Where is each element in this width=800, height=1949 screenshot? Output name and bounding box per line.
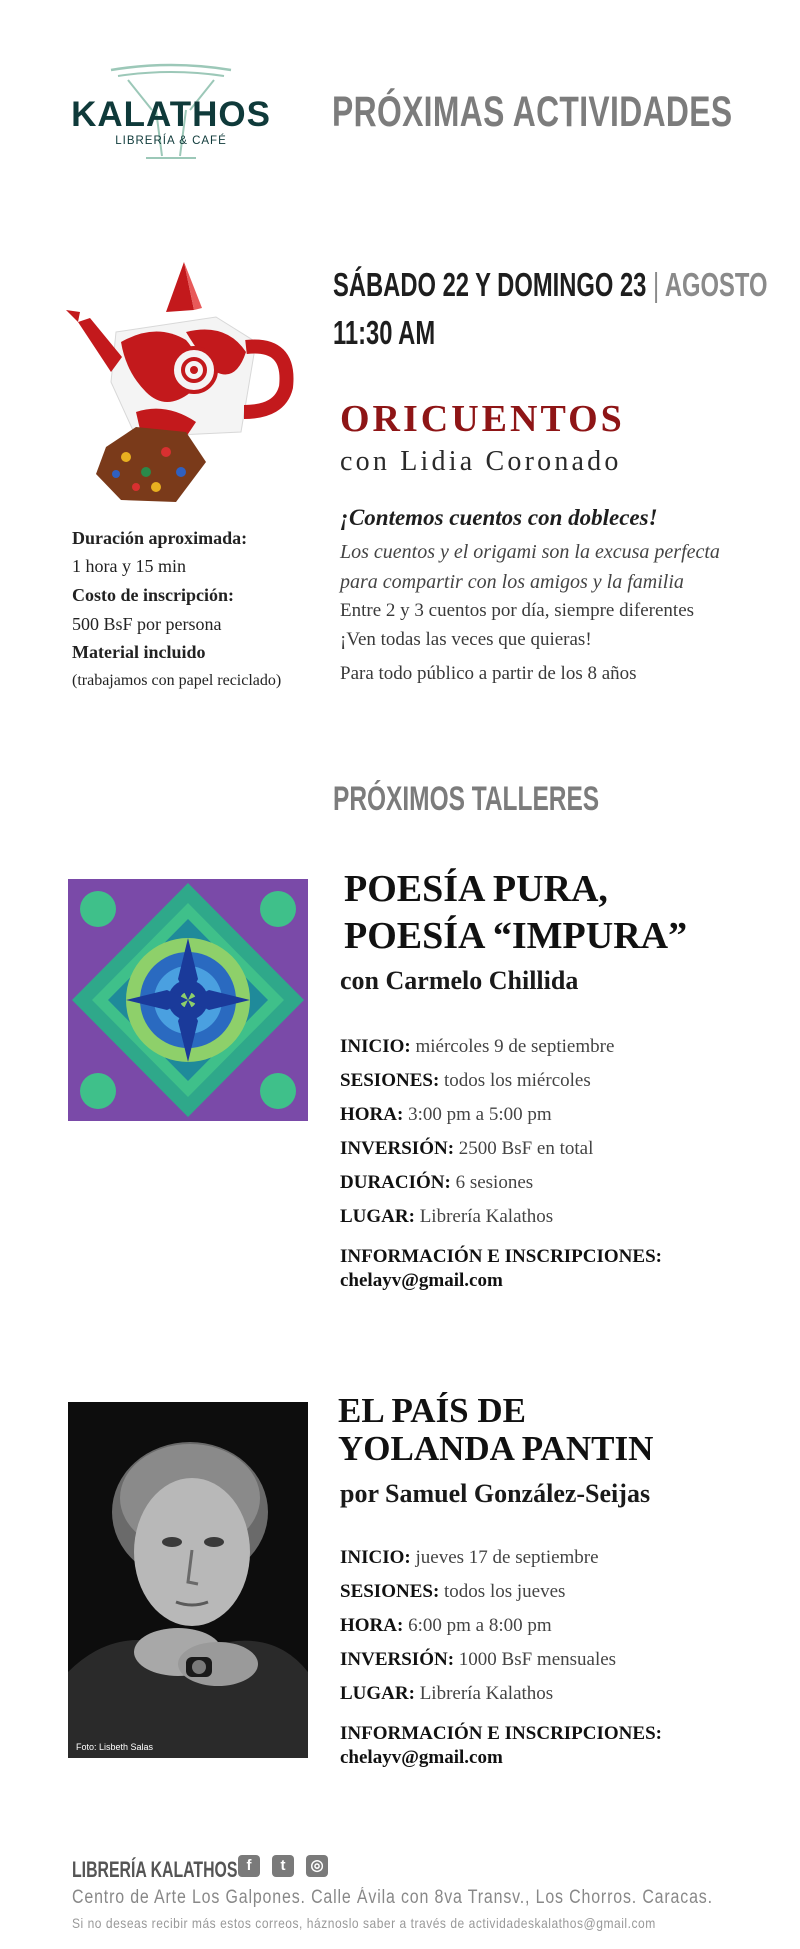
twitter-icon[interactable]: t	[272, 1855, 294, 1877]
detail-value: Librería Kalathos	[414, 1206, 554, 1227]
detail-key: DURACIÓN:	[340, 1172, 451, 1193]
detail-key: HORA:	[340, 1615, 404, 1636]
logo-brand-text: KALATHOS	[71, 95, 271, 134]
workshop-detail-row	[340, 1104, 552, 1126]
footer-address: Centro de Arte Los Galpones. Calle Ávila con 8va Transv., Los Chorros. Caracas.	[72, 1887, 713, 1908]
detail-value: jueves 17 de septiembre	[410, 1547, 599, 1568]
kalathos-logo[interactable]	[66, 62, 276, 166]
workshop-2-info-label: INFORMACIÓN E INSCRIPCIONES:	[340, 1723, 662, 1744]
instagram-icon[interactable]: ◎	[306, 1855, 328, 1877]
portrait-photo	[68, 1402, 308, 1758]
workshop-detail-row	[340, 1206, 553, 1228]
workshop-1-info-label: INFORMACIÓN E INSCRIPCIONES:	[340, 1246, 662, 1267]
detail-key: HORA:	[340, 1104, 404, 1125]
workshop-2-title	[338, 1392, 653, 1468]
cost-label: Costo de inscripción:	[72, 585, 234, 605]
mandala-image	[68, 879, 308, 1121]
logo-subtitle-text: LIBRERÍA & CAFÉ	[115, 135, 227, 147]
detail-key: LUGAR:	[340, 1206, 415, 1227]
event-date-main: SÁBADO 22 Y DOMINGO 23	[333, 266, 647, 303]
detail-key: INICIO:	[340, 1036, 411, 1057]
material-label: Material incluido	[72, 642, 206, 662]
workshop-2-title-line: YOLANDA PANTIN	[338, 1429, 654, 1468]
workshop-detail-row	[340, 1547, 599, 1569]
section-heading-talleres: PRÓXIMOS TALLERES	[333, 780, 600, 818]
material-note: (trabajamos con papel reciclado)	[72, 672, 282, 689]
facebook-icon[interactable]: f	[238, 1855, 260, 1877]
event-date-separator: |	[652, 266, 660, 303]
event-description-line: para compartir con los amigos y la familia	[340, 571, 684, 593]
workshop-2-host: por Samuel González-Seijas	[340, 1479, 651, 1508]
detail-key: INICIO:	[340, 1547, 411, 1568]
detail-key: SESIONES:	[340, 1070, 440, 1091]
workshop-2-email-link[interactable]: chelayv@gmail.com	[340, 1747, 503, 1768]
detail-value: 6 sesiones	[450, 1172, 534, 1193]
event-host: con Lidia Coronado	[340, 446, 622, 477]
event-time: 11:30 AM	[333, 314, 436, 351]
workshop-detail-row	[340, 1649, 616, 1671]
workshop-detail-row	[340, 1615, 552, 1637]
duration-value: 1 hora y 15 min	[72, 556, 186, 576]
page-title: PRÓXIMAS ACTIVIDADES	[332, 88, 733, 136]
detail-value: 3:00 pm a 5:00 pm	[403, 1104, 552, 1125]
origami-teapot-image	[66, 262, 306, 524]
detail-value: 1000 BsF mensuales	[454, 1649, 617, 1670]
workshop-detail-row	[340, 1036, 614, 1058]
event-detail-line: Para todo público a partir de los 8 años	[340, 663, 637, 684]
workshop-detail-row	[340, 1581, 565, 1603]
footer-unsubscribe[interactable]: Si no deseas recibir más estos correos, háznoslo saber a través de actividadeskalathos@gmail.com	[72, 1915, 656, 1931]
duration-label: Duración aproximada:	[72, 528, 248, 548]
detail-value: 2500 BsF en total	[454, 1138, 594, 1159]
detail-key: INVERSIÓN:	[340, 1138, 455, 1159]
detail-value: todos los miércoles	[439, 1070, 591, 1091]
workshop-1-title	[344, 866, 687, 960]
event-tagline: ¡Contemos cuentos con dobleces!	[340, 505, 658, 530]
event-detail-line: ¡Ven todas las veces que quieras!	[340, 629, 592, 650]
workshop-1-title-line: POESÍA “IMPURA”	[344, 915, 688, 957]
detail-value: 6:00 pm a 8:00 pm	[403, 1615, 552, 1636]
event-description-line: Los cuentos y el origami son la excusa perfecta	[340, 541, 720, 563]
detail-value: todos los jueves	[439, 1581, 566, 1602]
event-date	[333, 266, 767, 304]
event-title: ORICUENTOS	[340, 398, 625, 440]
detail-key: SESIONES:	[340, 1581, 440, 1602]
detail-value: miércoles 9 de septiembre	[410, 1036, 615, 1057]
workshop-1-title-line: POESÍA PURA,	[344, 868, 608, 910]
footer-brand: LIBRERÍA KALATHOS	[72, 1857, 238, 1882]
event-detail-line: Entre 2 y 3 cuentos por día, siempre diferentes	[340, 600, 695, 621]
workshop-detail-row	[340, 1138, 593, 1160]
workshop-1-host: con Carmelo Chillida	[340, 966, 579, 995]
workshop-detail-row	[340, 1683, 553, 1705]
workshop-detail-row	[340, 1070, 591, 1092]
photo-credit: Foto: Lisbeth Salas	[76, 1742, 154, 1752]
workshop-2-title-line: EL PAÍS DE	[338, 1391, 527, 1430]
detail-key: INVERSIÓN:	[340, 1649, 455, 1670]
logo-graphic	[66, 62, 276, 166]
detail-value: Librería Kalathos	[414, 1683, 554, 1704]
workshop-1-email-link[interactable]: chelayv@gmail.com	[340, 1270, 503, 1291]
cost-value: 500 BsF por persona	[72, 614, 222, 634]
workshop-detail-row	[340, 1172, 533, 1194]
event-description	[340, 537, 720, 597]
event-date-month: AGOSTO	[664, 266, 768, 303]
detail-key: LUGAR:	[340, 1683, 415, 1704]
